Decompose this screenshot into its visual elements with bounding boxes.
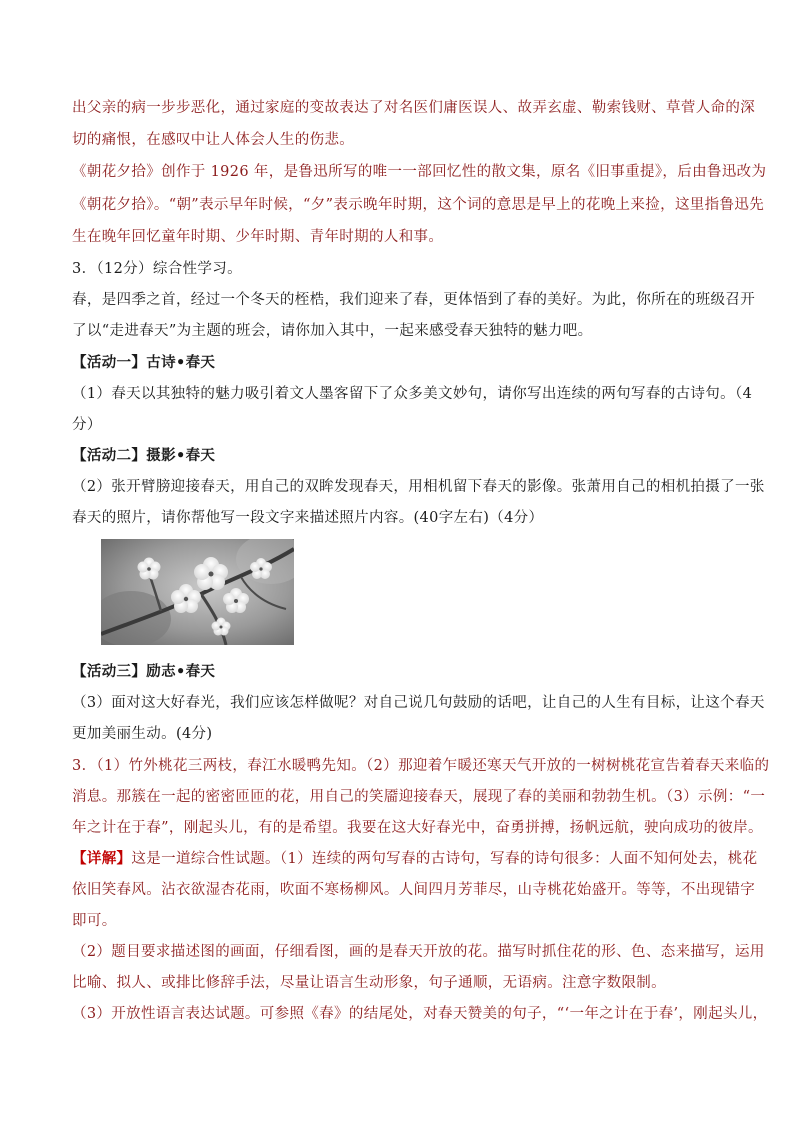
paragraph-line: 切的痛恨，在感叹中让人体会人生的伤悲。 bbox=[72, 132, 355, 148]
question-intro-line: 了以“走进春天”为主题的班会，请你加入其中，一起来感受春天独特的魅力吧。 bbox=[72, 323, 593, 339]
detail-line: （2）题目要求描述图的画面，仔细看图，画的是春天开放的花。描写时抓住花的形、色、态来描写，运用 bbox=[72, 944, 765, 960]
detail-first-line bbox=[72, 849, 758, 869]
detail-line: 比喻、拟人、或排比修辞手法，尽量让语言生动形象，句子通顺，无语病。注意字数限制。 bbox=[72, 975, 666, 991]
activity-one-question: （1）春天以其独特的魅力吸引着文人墨客留下了众多美文妙句，请你写出连续的两句写春的古诗句。（4 bbox=[72, 386, 753, 402]
activity-two-question: （2）张开臂膀迎接春天，用自己的双眸发现春天，用相机留下春天的影像。张萧用自己的相机拍摄了一张 bbox=[72, 479, 765, 495]
detail-line: 依旧笑春风。沾衣欲湿杏花雨，吹面不寒杨柳风。人间四月芳菲尽，山寺桃花始盛开。等等，不出现错字 bbox=[72, 882, 756, 898]
blossom-image-icon bbox=[101, 539, 294, 645]
paragraph-line: 生在晚年回忆童年时期、少年时期、青年时期的人和事。 bbox=[72, 229, 444, 245]
activity-three-question: 更加美丽生动。(4分) bbox=[72, 726, 213, 742]
activity-two-title: 【活动二】摄影•春天 bbox=[72, 447, 216, 464]
paragraph-line: 出父亲的病一步步恶化，通过家庭的变故表达了对名医们庸医误人、故弄玄虚、勒索钱财、草菅人命的深 bbox=[72, 100, 756, 116]
detail-label: 【详解】 bbox=[72, 850, 132, 867]
answer-line: 3．（1）竹外桃花三两枝，春江水暖鸭先知。（2）那迎着乍暖还寒天气开放的一树树桃花宣告着春天来临的 bbox=[72, 758, 770, 774]
detail-text: 这是一道综合性试题。（1）连续的两句写春的古诗句，写春的诗句很多：人面不知何处去，桃花 bbox=[131, 851, 758, 867]
detail-line: 即可。 bbox=[72, 913, 117, 929]
spring-blossom-photo bbox=[101, 539, 294, 645]
activity-one-question: 分） bbox=[72, 417, 102, 433]
activity-three-question: （3）面对这大好春光，我们应该怎样做呢？对自己说几句鼓励的话吧，让自己的人生有目标，让这个春天 bbox=[72, 695, 765, 711]
detail-line: （3）开放性语言表达试题。可参照《春》的结尾处，对春天赞美的句子，“‘一年之计在于春’，刚起头儿， bbox=[72, 1006, 768, 1022]
paragraph-line: 《朝花夕拾》创作于 1926 年，是鲁迅所写的唯一一部回忆性的散文集，原名《旧事重提》，后由鲁迅改为 bbox=[72, 164, 767, 180]
answer-line: 消息。那簇在一起的密密匝匝的花，用自己的笑靥迎接春天，展现了春的美丽和勃勃生机。（3）示例：“一 bbox=[72, 789, 766, 805]
paragraph-line: 《朝花夕拾》。“朝”表示早年时候，“夕”表示晚年时期，这个词的意思是早上的花晚上来捡，这里指鲁迅先 bbox=[72, 197, 765, 213]
answer-line: 年之计在于春”，刚起头儿，有的是希望。我要在这大好春光中，奋勇拼搏，扬帆远航，驶向成功的彼岸。 bbox=[72, 820, 763, 836]
question-number: 3．（12分）综合性学习。 bbox=[72, 261, 242, 277]
activity-three-title: 【活动三】励志•春天 bbox=[72, 663, 216, 680]
activity-one-title: 【活动一】古诗•春天 bbox=[72, 354, 216, 371]
question-intro-line: 春，是四季之首，经过一个冬天的桎梏，我们迎来了春，更体悟到了春的美好。为此，你所在的班级召开 bbox=[72, 292, 756, 308]
activity-two-question: 春天的照片，请你帮他写一段文字来描述照片内容。(40字左右)（4分） bbox=[72, 510, 544, 526]
